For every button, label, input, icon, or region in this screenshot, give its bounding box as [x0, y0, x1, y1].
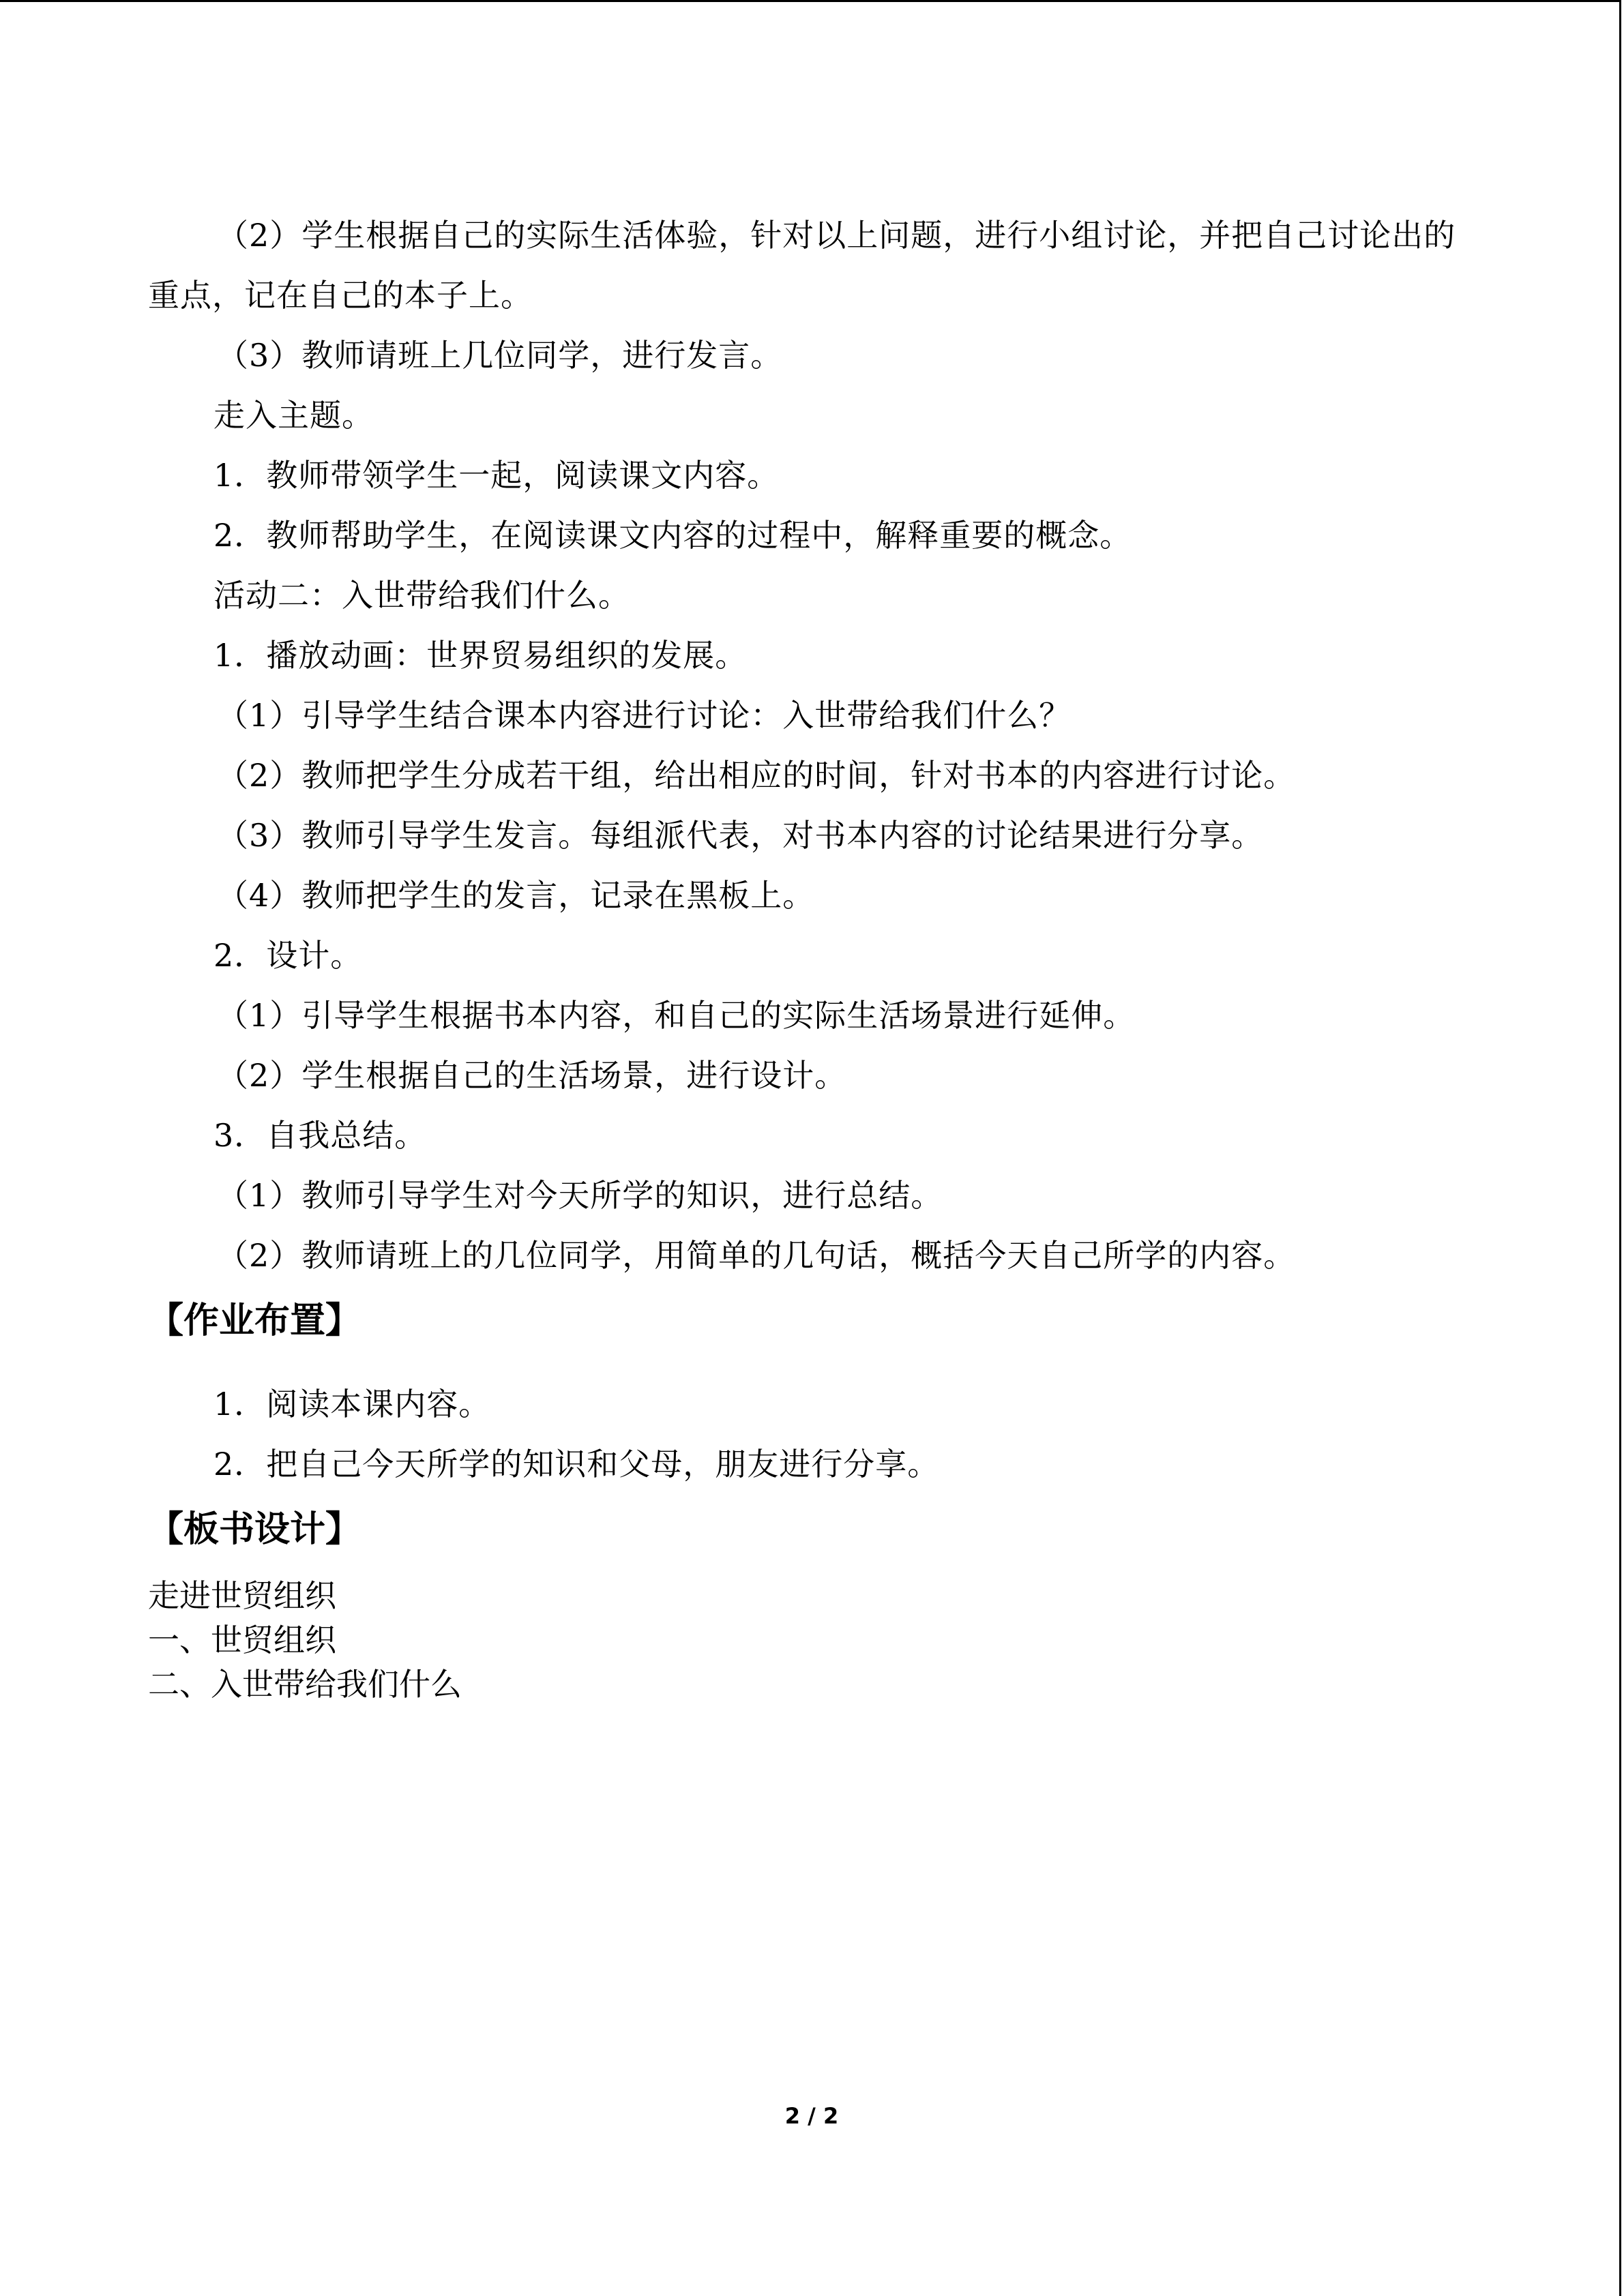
- paragraph-line: （2）教师把学生分成若干组，给出相应的时间，针对书本的内容进行讨论。: [217, 757, 1296, 794]
- paragraph-line: 重点，记在自己的本子上。: [148, 277, 533, 314]
- paragraph-line: （1）引导学生根据书本内容，和自己的实际生活场景进行延伸。: [217, 997, 1136, 1034]
- paragraph-line: （2）学生根据自己的生活场景，进行设计。: [217, 1057, 847, 1094]
- board-design-line: 走进世贸组织: [148, 1577, 336, 1614]
- homework-item: 2．把自己今天所学的知识和父母，朋友进行分享。: [213, 1446, 940, 1482]
- board-design-line: 二、入世带给我们什么: [148, 1666, 462, 1703]
- paragraph-line: 走入主题。: [213, 397, 374, 434]
- board-design-heading: 【板书设计】: [148, 1509, 361, 1550]
- homework-item: 1．阅读本课内容。: [213, 1386, 491, 1422]
- page-number: 2 / 2: [784, 2103, 839, 2129]
- paragraph-line: （3）教师请班上几位同学，进行发言。: [217, 337, 783, 374]
- paragraph-line: （4）教师把学生的发言，记录在黑板上。: [217, 877, 815, 914]
- paragraph-line: 3．自我总结。: [213, 1117, 427, 1154]
- paragraph-line: （1）引导学生结合课本内容进行讨论：入世带给我们什么？: [217, 697, 1072, 734]
- paragraph-line: （2）教师请班上的几位同学，用简单的几句话，概括今天自己所学的内容。: [217, 1237, 1296, 1274]
- paragraph-line: 活动二：入世带给我们什么。: [213, 577, 630, 614]
- paragraph-line: 1．教师带领学生一起，阅读课文内容。: [213, 457, 780, 494]
- paragraph-line: 2．教师帮助学生，在阅读课文内容的过程中，解释重要的概念。: [213, 517, 1132, 554]
- paragraph-line: 2．设计。: [213, 937, 363, 974]
- homework-heading: 【作业布置】: [148, 1300, 361, 1341]
- paragraph-line: （1）教师引导学生对今天所学的知识，进行总结。: [217, 1177, 943, 1214]
- paragraph-line: （3）教师引导学生发言。每组派代表，对书本内容的讨论结果进行分享。: [217, 817, 1264, 854]
- paragraph-line: （2）学生根据自己的实际生活体验，针对以上问题，进行小组讨论，并把自己讨论出的: [217, 217, 1456, 254]
- paragraph-line: 1．播放动画：世界贸易组织的发展。: [213, 637, 748, 674]
- board-design-line: 一、世贸组织: [148, 1622, 336, 1658]
